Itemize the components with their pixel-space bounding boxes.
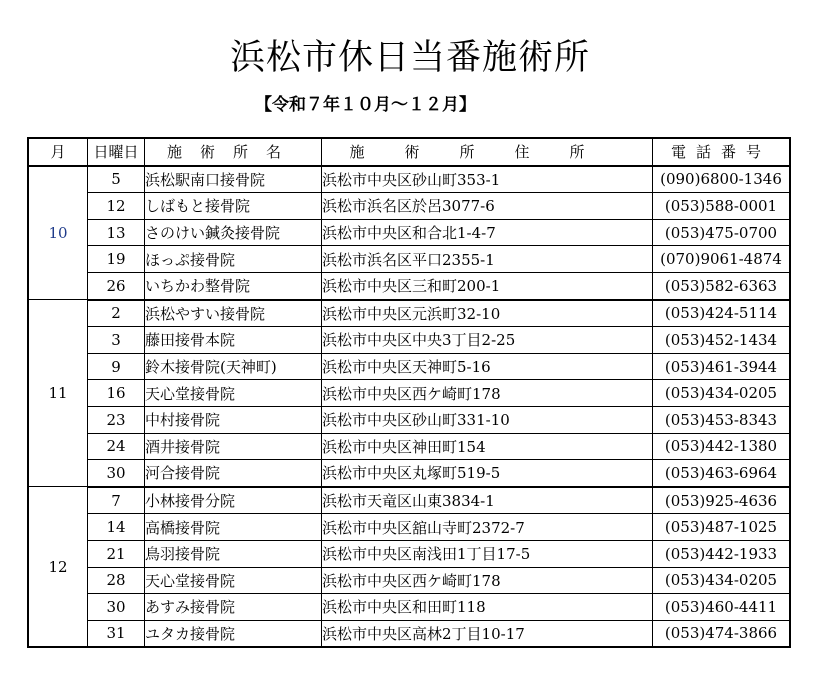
header-address: 施術所住所 (322, 138, 653, 166)
address-cell: 浜松市中央区舘山寺町2372-7 (322, 514, 653, 541)
address-cell: 浜松市中央区砂山町331-10 (322, 406, 653, 433)
phone-cell: (053)442-1380 (653, 433, 791, 460)
table-row (28, 460, 790, 487)
table-row (28, 540, 790, 567)
address-cell: 浜松市中央区丸塚町519-5 (322, 460, 653, 487)
phone-cell: (053)582-6363 (653, 272, 791, 299)
phone-cell: (053)487-1025 (653, 514, 791, 541)
month-cell: 11 (28, 300, 88, 487)
phone-cell: (053)424-5114 (653, 300, 791, 327)
clinic-name-cell: さのけい鍼灸接骨院 (145, 219, 322, 246)
clinic-name-cell: 酒井接骨院 (145, 433, 322, 460)
phone-cell: (053)453-8343 (653, 406, 791, 433)
header-name: 施術所名 (145, 138, 322, 166)
address-cell: 浜松市中央区高林2丁目10-17 (322, 620, 653, 647)
address-cell: 浜松市中央区和田町118 (322, 594, 653, 621)
clinic-name-cell: 浜松やすい接骨院 (145, 300, 322, 327)
day-cell: 24 (88, 433, 145, 460)
day-cell: 12 (88, 193, 145, 220)
table-row (28, 380, 790, 407)
address-cell: 浜松市天竜区山東3834-1 (322, 487, 653, 514)
table-row (28, 272, 790, 299)
table-row (28, 166, 790, 193)
address-cell: 浜松市浜名区於呂3077-6 (322, 193, 653, 220)
address-cell: 浜松市中央区南浅田1丁目17-5 (322, 540, 653, 567)
clinic-name-cell: ユタカ接骨院 (145, 620, 322, 647)
day-cell: 23 (88, 406, 145, 433)
clinic-name-cell: いちかわ整骨院 (145, 272, 322, 299)
clinic-name-cell: 天心堂接骨院 (145, 567, 322, 594)
phone-cell: (053)463-6964 (653, 460, 791, 487)
address-cell: 浜松市中央区砂山町353-1 (322, 166, 653, 193)
phone-cell: (053)475-0700 (653, 219, 791, 246)
clinic-name-cell: しばもと接骨院 (145, 193, 322, 220)
clinic-name-cell: 浜松駅南口接骨院 (145, 166, 322, 193)
clinic-name-cell: あすみ接骨院 (145, 594, 322, 621)
address-cell: 浜松市浜名区平口2355-1 (322, 246, 653, 273)
address-cell: 浜松市中央区神田町154 (322, 433, 653, 460)
table-row (28, 193, 790, 220)
phone-cell: (053)925-4636 (653, 487, 791, 514)
day-cell: 28 (88, 567, 145, 594)
phone-cell: (053)452-1434 (653, 327, 791, 354)
clinic-name-cell: 河合接骨院 (145, 460, 322, 487)
day-cell: 2 (88, 300, 145, 327)
address-cell: 浜松市中央区中央3丁目2-25 (322, 327, 653, 354)
phone-cell: (053)434-0205 (653, 380, 791, 407)
clinic-name-cell: 鈴木接骨院(天神町) (145, 353, 322, 380)
day-cell: 30 (88, 594, 145, 621)
table-row (28, 487, 790, 514)
day-cell: 13 (88, 219, 145, 246)
phone-cell: (070)9061-4874 (653, 246, 791, 273)
table-row (28, 300, 790, 327)
period-subtitle: 【令和７年１０月～１２月】 (255, 95, 476, 115)
day-cell: 19 (88, 246, 145, 273)
table-row (28, 353, 790, 380)
schedule-table (27, 137, 791, 648)
table-row (28, 246, 790, 273)
table-row (28, 567, 790, 594)
header-tel: 電話番号 (653, 138, 791, 166)
phone-cell: (053)474-3866 (653, 620, 791, 647)
day-cell: 31 (88, 620, 145, 647)
clinic-name-cell: 天心堂接骨院 (145, 380, 322, 407)
clinic-name-cell: 藤田接骨本院 (145, 327, 322, 354)
day-cell: 26 (88, 272, 145, 299)
phone-cell: (090)6800-1346 (653, 166, 791, 193)
clinic-name-cell: 小林接骨分院 (145, 487, 322, 514)
day-cell: 3 (88, 327, 145, 354)
phone-cell: (053)588-0001 (653, 193, 791, 220)
address-cell: 浜松市中央区和合北1-4-7 (322, 219, 653, 246)
address-cell: 浜松市中央区西ケ崎町178 (322, 380, 653, 407)
day-cell: 30 (88, 460, 145, 487)
phone-cell: (053)434-0205 (653, 567, 791, 594)
table-row (28, 406, 790, 433)
phone-cell: (053)461-3944 (653, 353, 791, 380)
table-row (28, 620, 790, 647)
month-cell: 12 (28, 487, 88, 648)
clinic-name-cell: 鳥羽接骨院 (145, 540, 322, 567)
phone-cell: (053)460-4411 (653, 594, 791, 621)
day-cell: 16 (88, 380, 145, 407)
header-day: 日曜日 (88, 138, 145, 166)
clinic-name-cell: ほっぷ接骨院 (145, 246, 322, 273)
address-cell: 浜松市中央区元浜町32-10 (322, 300, 653, 327)
clinic-name-cell: 中村接骨院 (145, 406, 322, 433)
table-row (28, 327, 790, 354)
page-title: 浜松市休日当番施術所 (229, 38, 590, 78)
address-cell: 浜松市中央区西ケ崎町178 (322, 567, 653, 594)
table-row (28, 219, 790, 246)
day-cell: 9 (88, 353, 145, 380)
table-body (28, 166, 790, 648)
phone-cell: (053)442-1933 (653, 540, 791, 567)
day-cell: 7 (88, 487, 145, 514)
address-cell: 浜松市中央区三和町200-1 (322, 272, 653, 299)
header-row (28, 138, 790, 166)
day-cell: 14 (88, 514, 145, 541)
day-cell: 5 (88, 166, 145, 193)
table-row (28, 514, 790, 541)
day-cell: 21 (88, 540, 145, 567)
month-cell: 10 (28, 166, 88, 300)
table-row (28, 433, 790, 460)
header-month: 月 (28, 138, 88, 166)
clinic-name-cell: 高橋接骨院 (145, 514, 322, 541)
address-cell: 浜松市中央区天神町5-16 (322, 353, 653, 380)
table-row (28, 594, 790, 621)
